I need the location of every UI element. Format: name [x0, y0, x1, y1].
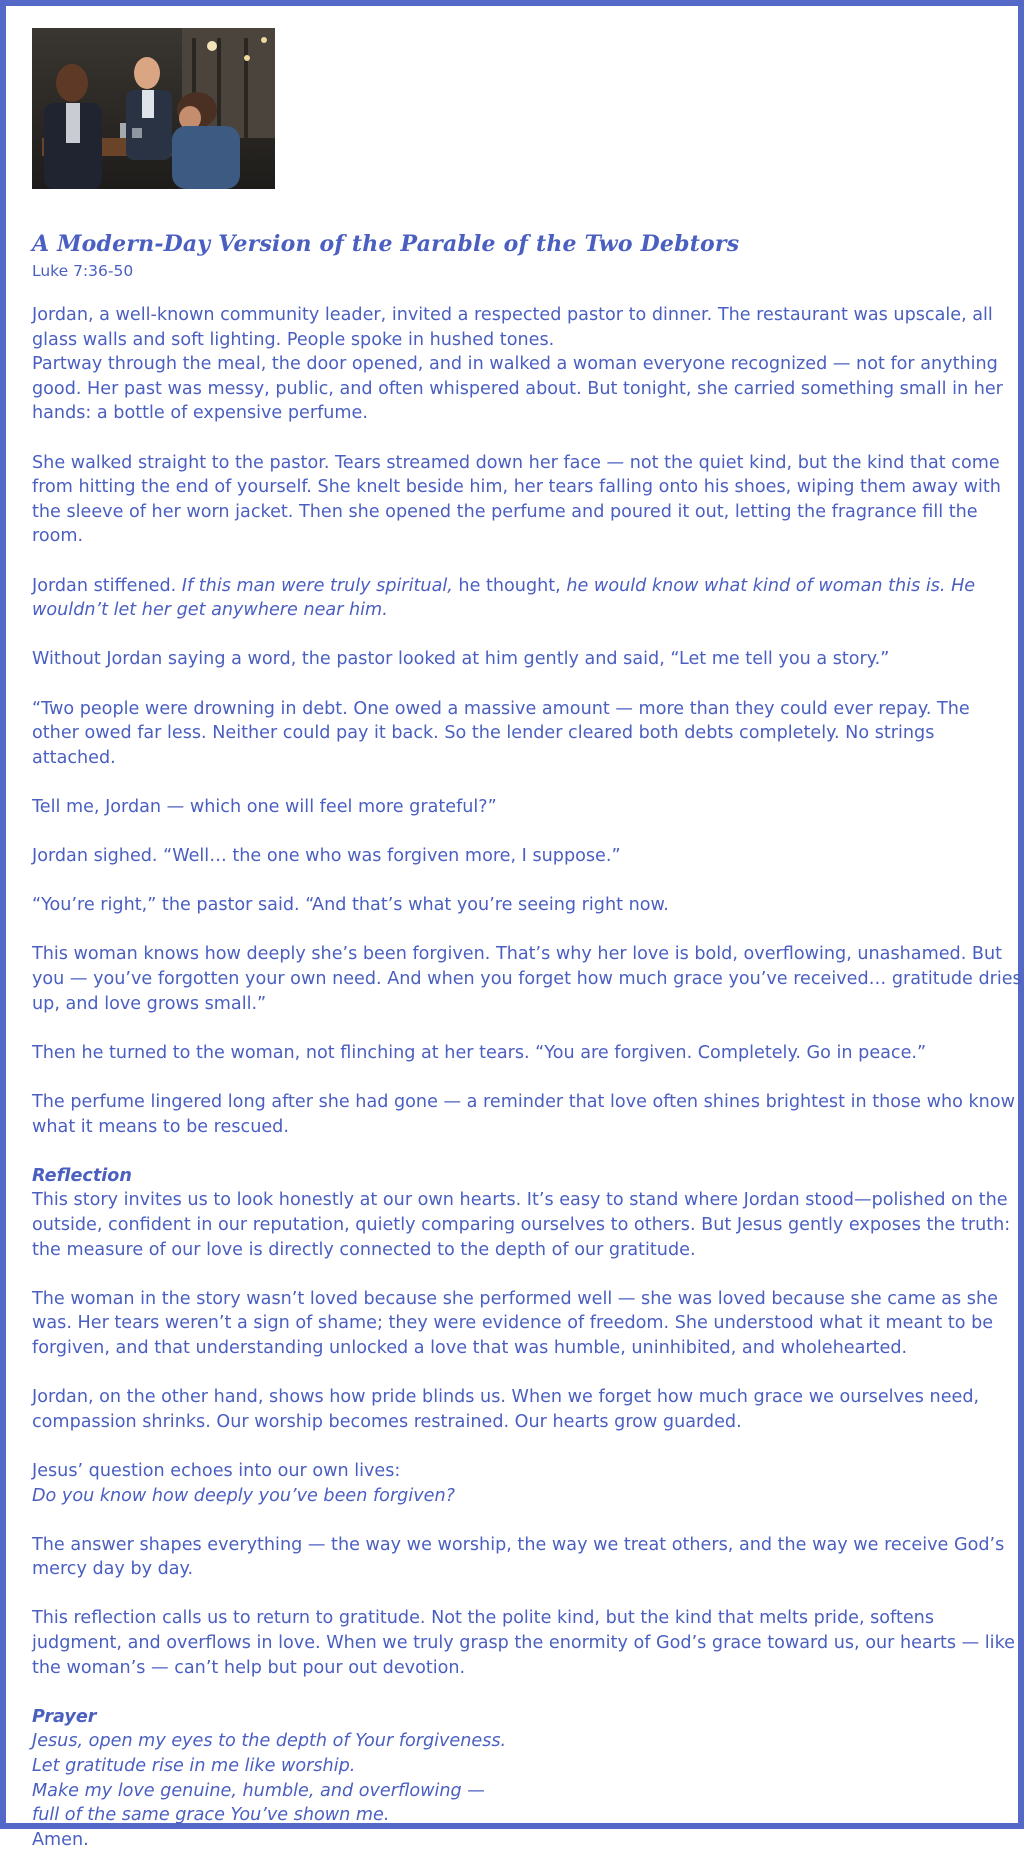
- story-paragraph: This woman knows how deeply she’s been forgiven. That’s why her love is bold, overflowing, unashamed. But you — you’ve forgotten your own need. And when you forget how much grace you’ve received… gratitude dries up, and love grows small.”: [32, 944, 1022, 1014]
- story-text: Jordan stiffened.: [32, 575, 182, 596]
- story-thought: he would know what kind of woman this is. He wouldn’t let her get anywhere near him.: [32, 575, 976, 621]
- scripture-reference: Luke 7:36-50: [32, 262, 134, 280]
- story-paragraph: Jordan sighed. “Well… the one who was forgiven more, I suppose.”: [32, 846, 621, 867]
- story-paragraph: “You’re right,” the pastor said. “And that’s what you’re seeing right now.: [32, 895, 669, 916]
- story-paragraph: Partway through the meal, the door opened, and in walked a woman everyone recognized — not for anything good. Her past was messy, public, and often whispered about. But tonight, she carried something small in her hands: a bottle of expensive perfume.: [32, 354, 1003, 424]
- prayer-line: Let gratitude rise in me like worship.: [32, 1756, 356, 1777]
- page-title: A Modern-Day Version of the Parable of the Two Debtors: [32, 231, 740, 257]
- restaurant-scene-image: [32, 28, 275, 189]
- story-thought: If this man were truly spiritual,: [181, 575, 453, 596]
- reflection-paragraph: Jordan, on the other hand, shows how pride blinds us. When we forget how much grace we ourselves need, compassion shrinks. Our worship becomes restrained. Our hearts grow guarded.: [32, 1387, 980, 1432]
- story-paragraph: Then he turned to the woman, not flinching at her tears. “You are forgiven. Completely. Go in peace.”: [32, 1042, 927, 1063]
- article: [32, 28, 1022, 1852]
- reflection-paragraph: Jesus’ question echoes into our own lives:: [32, 1460, 401, 1481]
- prayer-line: Make my love genuine, humble, and overflowing —: [32, 1780, 485, 1801]
- reflection-paragraph: This reflection calls us to return to gratitude. Not the polite kind, but the kind that melts pride, softens judgment, and overflows in love. When we truly grasp the enormity of God’s grace toward us, our hearts — like the woman’s — can’t help but pour out devotion.: [32, 1608, 1015, 1678]
- prayer-amen: Amen.: [32, 1829, 89, 1850]
- reflection-question: Do you know how deeply you’ve been forgiven?: [32, 1485, 455, 1506]
- story-paragraph: Tell me, Jordan — which one will feel more grateful?”: [32, 796, 497, 817]
- story-body: [32, 303, 1022, 1852]
- reflection-paragraph: This story invites us to look honestly at our own hearts. It’s easy to stand where Jordan stood—polished on the outside, confident in our reputation, quietly comparing ourselves to others. But Jesus gently exposes the truth: the measure of our love is directly connected to the depth of our gratitude.: [32, 1190, 1011, 1260]
- reflection-heading: Reflection: [32, 1165, 132, 1186]
- prayer-line: Jesus, open my eyes to the depth of Your forgiveness.: [32, 1731, 507, 1752]
- story-paragraph: She walked straight to the pastor. Tears streamed down her face — not the quiet kind, but the kind that come from hitting the end of yourself. She knelt beside him, her tears falling onto his shoes, wiping them away with the sleeve of her worn jacket. Then she opened the perfume and poured it out, letting the fragrance fill the room.: [32, 452, 1001, 547]
- story-paragraph: Without Jordan saying a word, the pastor looked at him gently and said, “Let me tell you a story.”: [32, 649, 890, 670]
- story-text: he thought,: [452, 575, 567, 596]
- reflection-paragraph: The answer shapes everything — the way we worship, the way we treat others, and the way we receive God’s mercy day by day.: [32, 1534, 1005, 1580]
- prayer-heading: Prayer: [32, 1706, 97, 1727]
- story-paragraph: Jordan, a well-known community leader, invited a respected pastor to dinner. The restaurant was upscale, all glass walls and soft lighting. People spoke in hushed tones.: [32, 305, 993, 350]
- reflection-paragraph: The woman in the story wasn’t loved because she performed well — she was loved because she came as she was. Her tears weren’t a sign of shame; they were evidence of freedom. She understood what it meant to be forgiven, and that understanding unlocked a love that was humble, uninhibited, and wholehearted.: [32, 1288, 998, 1358]
- prayer-line: full of the same grace You’ve shown me.: [32, 1805, 390, 1826]
- header-photo: [32, 28, 275, 189]
- story-paragraph: The perfume lingered long after she had gone — a reminder that love often shines brightest in those who know what it means to be rescued.: [32, 1092, 1015, 1137]
- story-paragraph: [32, 574, 1022, 623]
- story-paragraph: “Two people were drowning in debt. One owed a massive amount — more than they could ever repay. The other owed far less. Neither could pay it back. So the lender cleared both debts completely. No strings attached.: [32, 698, 970, 768]
